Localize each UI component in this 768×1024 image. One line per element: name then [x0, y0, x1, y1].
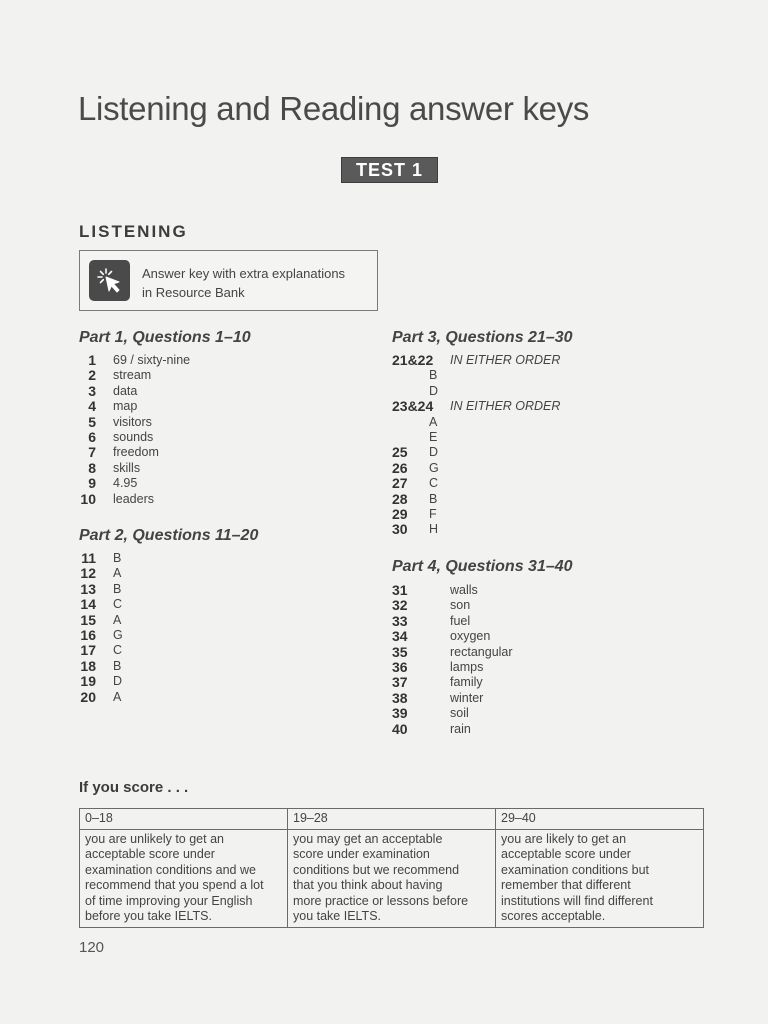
answer-row	[392, 368, 632, 383]
answer-text: B	[113, 658, 122, 673]
answer-row	[79, 613, 279, 628]
score-advice-line: examination conditions and we	[85, 862, 256, 877]
score-advice-cell	[496, 829, 704, 927]
answer-text: A	[113, 612, 122, 627]
answer-text: A	[113, 566, 122, 581]
answer-text: map	[113, 399, 138, 414]
answer-row	[79, 551, 279, 566]
part4-heading: Part 4, Questions 31–40	[392, 558, 573, 575]
score-advice-line: of time improving your English	[85, 893, 253, 908]
answer-text: C	[429, 476, 439, 491]
answer-row	[79, 597, 279, 612]
answer-row	[79, 476, 279, 491]
answer-text: son	[450, 598, 471, 613]
resource-bank-box	[79, 250, 378, 311]
question-number: 20	[80, 688, 96, 705]
answer-row	[392, 722, 632, 737]
question-number: 14	[80, 596, 96, 613]
score-advice-line: you take IELTS.	[293, 909, 382, 923]
part3-answers	[392, 353, 632, 538]
answer-row	[79, 674, 279, 689]
score-advice-line: examination conditions but	[501, 862, 650, 877]
question-number: 21&22	[392, 352, 434, 368]
answer-row	[79, 368, 279, 383]
answer-text: G	[113, 627, 123, 642]
answer-row	[392, 507, 632, 522]
score-heading: If you score . . .	[79, 779, 189, 796]
answer-row	[79, 384, 279, 399]
answer-text: D	[429, 383, 439, 398]
question-number: 6	[88, 428, 96, 445]
score-advice-line: conditions but we recommend	[293, 862, 460, 877]
answer-text: 4.95	[113, 476, 138, 491]
score-advice-cell	[80, 829, 288, 927]
answer-text: leaders	[113, 491, 154, 506]
question-number: 2	[88, 367, 96, 384]
answer-row	[392, 353, 632, 368]
score-advice-line: you may get an acceptable	[293, 831, 443, 846]
answer-row	[79, 353, 279, 368]
answer-text: A	[429, 414, 438, 429]
answer-text: C	[113, 643, 123, 658]
answer-row	[392, 706, 632, 721]
question-number: 13	[80, 580, 96, 597]
question-number: 1	[88, 352, 96, 368]
answer-row	[79, 492, 279, 507]
question-number: 30	[392, 521, 408, 538]
question-number: 28	[392, 490, 408, 507]
answer-text: IN EITHER ORDER	[450, 399, 561, 414]
question-number: 36	[392, 658, 408, 675]
answer-text: H	[429, 522, 439, 537]
answer-text: sounds	[113, 429, 154, 444]
score-advice-line: that you think about having	[293, 878, 443, 892]
score-advice-cell	[288, 829, 496, 927]
page-number: 120	[79, 939, 105, 956]
answer-text: D	[429, 445, 439, 460]
question-number: 19	[80, 673, 96, 690]
answer-text: lamps	[450, 659, 484, 674]
score-advice-line: acceptable score under	[85, 847, 215, 861]
answer-row	[79, 582, 279, 597]
score-advice-line: remember that different	[501, 878, 631, 892]
answer-text: G	[429, 460, 439, 475]
question-number: 33	[392, 612, 408, 629]
answer-text: data	[113, 383, 138, 398]
question-number: 29	[392, 505, 408, 522]
answer-text: D	[113, 674, 123, 689]
answer-text: rain	[450, 721, 471, 736]
score-advice-line: scores acceptable.	[501, 909, 606, 923]
answer-text: B	[113, 581, 122, 596]
resource-line-1: Answer key with extra explanations	[142, 266, 346, 281]
answer-text: freedom	[113, 445, 159, 460]
answer-row	[392, 598, 632, 613]
answer-row	[392, 430, 632, 445]
question-number: 31	[392, 582, 408, 598]
answer-row	[79, 566, 279, 581]
score-advice-line: before you take IELTS.	[85, 909, 212, 923]
answer-text: 69 / sixty-nine	[113, 353, 191, 367]
question-number: 5	[88, 413, 96, 430]
answer-row	[392, 492, 632, 507]
score-range-cell: 0–18	[80, 809, 288, 830]
question-number: 27	[392, 475, 408, 492]
answer-row	[392, 583, 632, 598]
question-number: 34	[392, 628, 408, 645]
part4-answers	[392, 583, 632, 737]
question-number: 38	[392, 689, 408, 706]
score-range-cell: 19–28	[288, 809, 496, 830]
part3-heading: Part 3, Questions 21–30	[392, 329, 573, 346]
question-number: 40	[392, 720, 408, 737]
answer-row	[79, 430, 279, 445]
question-number: 23&24	[392, 398, 434, 415]
answer-row	[79, 461, 279, 476]
answer-row	[392, 476, 632, 491]
resource-line-2: in Resource Bank	[142, 285, 245, 300]
answer-row	[392, 522, 632, 537]
answer-row	[392, 660, 632, 675]
answer-row	[392, 445, 632, 460]
answer-row	[79, 659, 279, 674]
answer-row	[79, 690, 279, 705]
answer-text: family	[450, 675, 483, 690]
answer-row	[79, 445, 279, 460]
answer-text: F	[429, 506, 437, 521]
resource-bank-text	[142, 264, 345, 302]
answer-text: soil	[450, 706, 469, 721]
score-advice-row	[80, 829, 704, 927]
answer-text: B	[429, 368, 438, 383]
answer-text: skills	[113, 460, 141, 475]
click-cursor-icon	[89, 260, 130, 301]
answer-text: A	[113, 689, 122, 704]
answer-row	[392, 461, 632, 476]
question-number: 35	[392, 643, 408, 660]
answer-row	[79, 415, 279, 430]
part1-heading: Part 1, Questions 1–10	[79, 329, 251, 346]
part2-answers	[79, 551, 279, 705]
answer-row	[392, 384, 632, 399]
question-number: 10	[80, 490, 96, 507]
answer-row	[392, 645, 632, 660]
answer-row	[79, 643, 279, 658]
score-range-cell: 29–40	[496, 809, 704, 830]
answer-text: visitors	[113, 414, 152, 429]
answer-text: stream	[113, 368, 152, 383]
answer-row	[392, 691, 632, 706]
score-advice-line: score under examination	[293, 847, 430, 861]
answer-text: fuel	[450, 613, 471, 628]
question-number: 4	[88, 398, 96, 415]
answer-text: E	[429, 429, 438, 444]
question-number: 7	[88, 444, 96, 461]
question-number: 39	[392, 705, 408, 722]
score-advice-line: you are unlikely to get an	[85, 831, 224, 846]
section-heading: LISTENING	[79, 222, 188, 241]
part2-heading: Part 2, Questions 11–20	[79, 527, 259, 544]
score-advice-line: institutions will find different	[501, 893, 653, 908]
question-number: 16	[80, 626, 96, 643]
question-number: 15	[80, 611, 96, 628]
part1-answers	[79, 353, 279, 507]
score-advice-line: recommend that you spend a lot	[85, 878, 264, 892]
question-number: 26	[392, 459, 408, 476]
question-number: 18	[80, 657, 96, 674]
score-advice-line: more practice or lessons before	[293, 893, 469, 908]
question-number: 3	[88, 382, 96, 399]
answer-text: walls	[450, 583, 478, 597]
answer-text: winter	[450, 690, 484, 705]
score-table	[79, 808, 704, 928]
answer-row	[392, 399, 632, 414]
question-number: 11	[81, 550, 96, 566]
question-number: 37	[392, 674, 408, 691]
answer-text: C	[113, 597, 123, 612]
answer-text: B	[429, 491, 438, 506]
answer-row	[79, 399, 279, 414]
answer-row	[392, 675, 632, 690]
answer-text: B	[113, 551, 122, 565]
answer-row	[392, 614, 632, 629]
score-advice-line: acceptable score under	[501, 847, 631, 861]
answer-text: rectangular	[450, 644, 513, 659]
answer-text: IN EITHER ORDER	[450, 353, 561, 367]
question-number: 12	[80, 565, 96, 582]
answer-row	[392, 629, 632, 644]
score-range-row	[80, 809, 704, 830]
answer-text: oxygen	[450, 629, 491, 644]
question-number: 9	[88, 475, 96, 492]
answer-row	[79, 628, 279, 643]
question-number: 17	[80, 642, 96, 659]
question-number: 32	[392, 597, 408, 614]
score-advice-line: you are likely to get an	[501, 831, 627, 846]
test-badge: TEST 1	[341, 157, 438, 183]
question-number: 8	[88, 459, 96, 476]
answer-row	[392, 415, 632, 430]
page-title: Listening and Reading answer keys	[78, 90, 590, 127]
question-number: 25	[392, 444, 408, 461]
